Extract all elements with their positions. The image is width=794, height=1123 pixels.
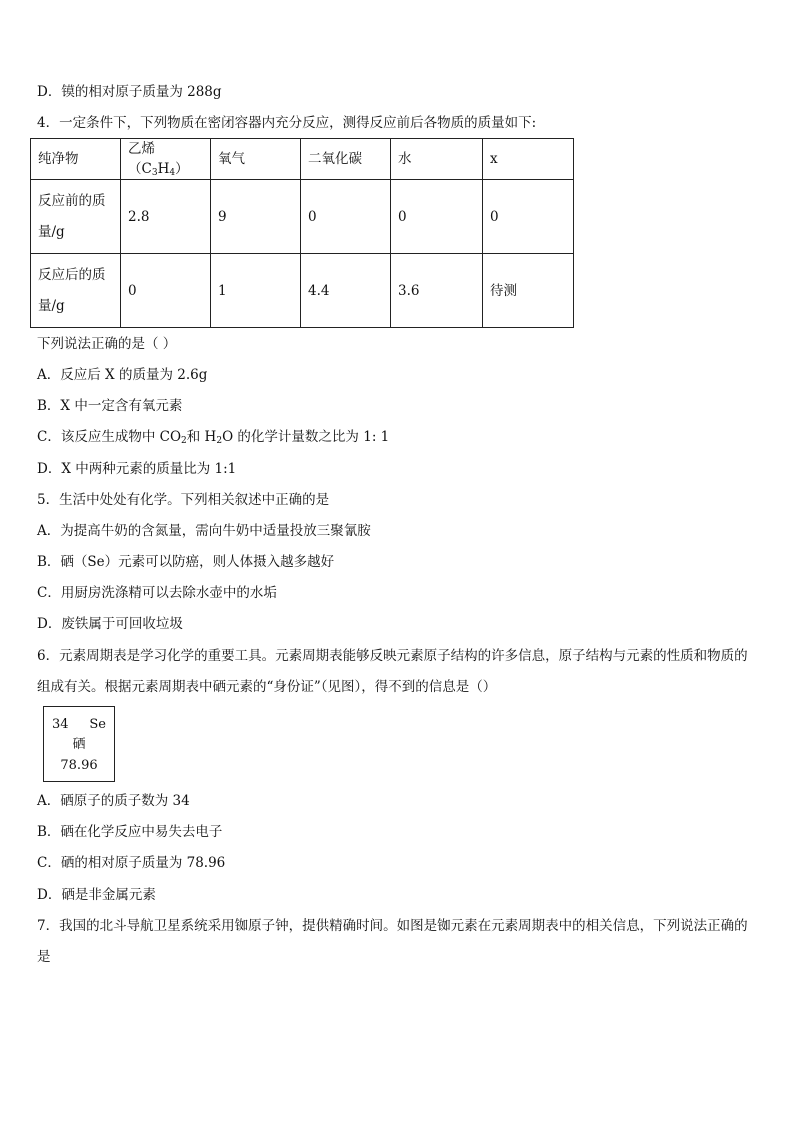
table-cell: 0 [391, 180, 483, 254]
q4-option-a: A．反应后 X 的质量为 2.6g [37, 367, 208, 383]
table-cell: 0 [121, 254, 211, 328]
table-cell: 0 [483, 180, 574, 254]
atomic-mass: 78.96 [60, 758, 98, 773]
element-name: 硒 [72, 737, 86, 752]
q4-option-c: C．该反应生成物中 $CO_2$和 $H_2O$ 的化学计量数之比为 1: 1 [37, 429, 390, 446]
table-row-before [31, 180, 574, 254]
table-cell: 2.8 [121, 180, 211, 254]
q6-option-a: A．硒原子的质子数为 34 [37, 793, 190, 809]
q5-stem: 5．生活中处处有化学。下列相关叙述中正确的是 [37, 492, 330, 508]
atomic-number: 34 [52, 717, 69, 732]
header-substance: 纯净物 [31, 139, 121, 180]
q6-option-c: C．硒的相对原子质量为 78.96 [37, 855, 226, 871]
q4-question: 下列说法正确的是（ ） [37, 336, 177, 352]
q5-option-d: D．废铁属于可回收垃圾 [37, 616, 183, 632]
q4-option-d: D．X 中两种元素的质量比为 1:1 [37, 461, 237, 477]
table-row-after [31, 254, 574, 328]
header-oxygen: 氧气 [211, 139, 301, 180]
table-cell: 3.6 [391, 254, 483, 328]
header-water: 水 [391, 139, 483, 180]
q6-stem: 6．元素周期表是学习化学的重要工具。元素周期表能够反映元素原子结构的许多信息，原子结构与元素的性质和物质的组成有关。根据元素周期表中硒元素的“身份证”（见图），得不到的信息是（） [37, 648, 748, 695]
selenium-element-card [43, 706, 115, 782]
header-ethylene: 乙烯$(C_3H_4)$ [121, 139, 211, 180]
row-label-after: 反应后的质 量/g [31, 254, 121, 328]
element-symbol: Se [89, 717, 106, 732]
q5-option-c: C．用厨房洗涤精可以去除水壶中的水垢 [37, 585, 277, 601]
table-header-row [31, 139, 574, 180]
q7-stem: 7．我国的北斗导航卫星系统采用铷原子钟，提供精确时间。如图是铷元素在元素周期表中的相关信息，下列说法正确的是 [37, 918, 748, 965]
table-cell: 4.4 [301, 254, 391, 328]
q6-option-d: D．硒是非金属元素 [37, 887, 156, 903]
q4-stem: 4．一定条件下，下列物质在密闭容器内充分反应，测得反应前后各物质的质量如下: [37, 115, 537, 131]
table-cell: 0 [301, 180, 391, 254]
table-cell: 1 [211, 254, 301, 328]
q5-option-b: B．硒（Se）元素可以防癌，则人体摄入越多越好 [37, 554, 335, 570]
header-x: x [483, 139, 574, 180]
header-co2: 二氧化碳 [301, 139, 391, 180]
row-label-before: 反应前的质 量/g [31, 180, 121, 254]
q4-mass-table [30, 138, 574, 328]
q6-option-b: B．硒在化学反应中易失去电子 [37, 824, 223, 840]
q4-option-b: B．X 中一定含有氧元素 [37, 398, 183, 414]
table-cell: 待测 [483, 254, 574, 328]
q3-option-d: D．镆的相对原子质量为 288g [37, 84, 222, 100]
table-cell: 9 [211, 180, 301, 254]
q5-option-a: A．为提高牛奶的含氮量，需向牛奶中适量投放三聚氰胺 [37, 523, 371, 539]
